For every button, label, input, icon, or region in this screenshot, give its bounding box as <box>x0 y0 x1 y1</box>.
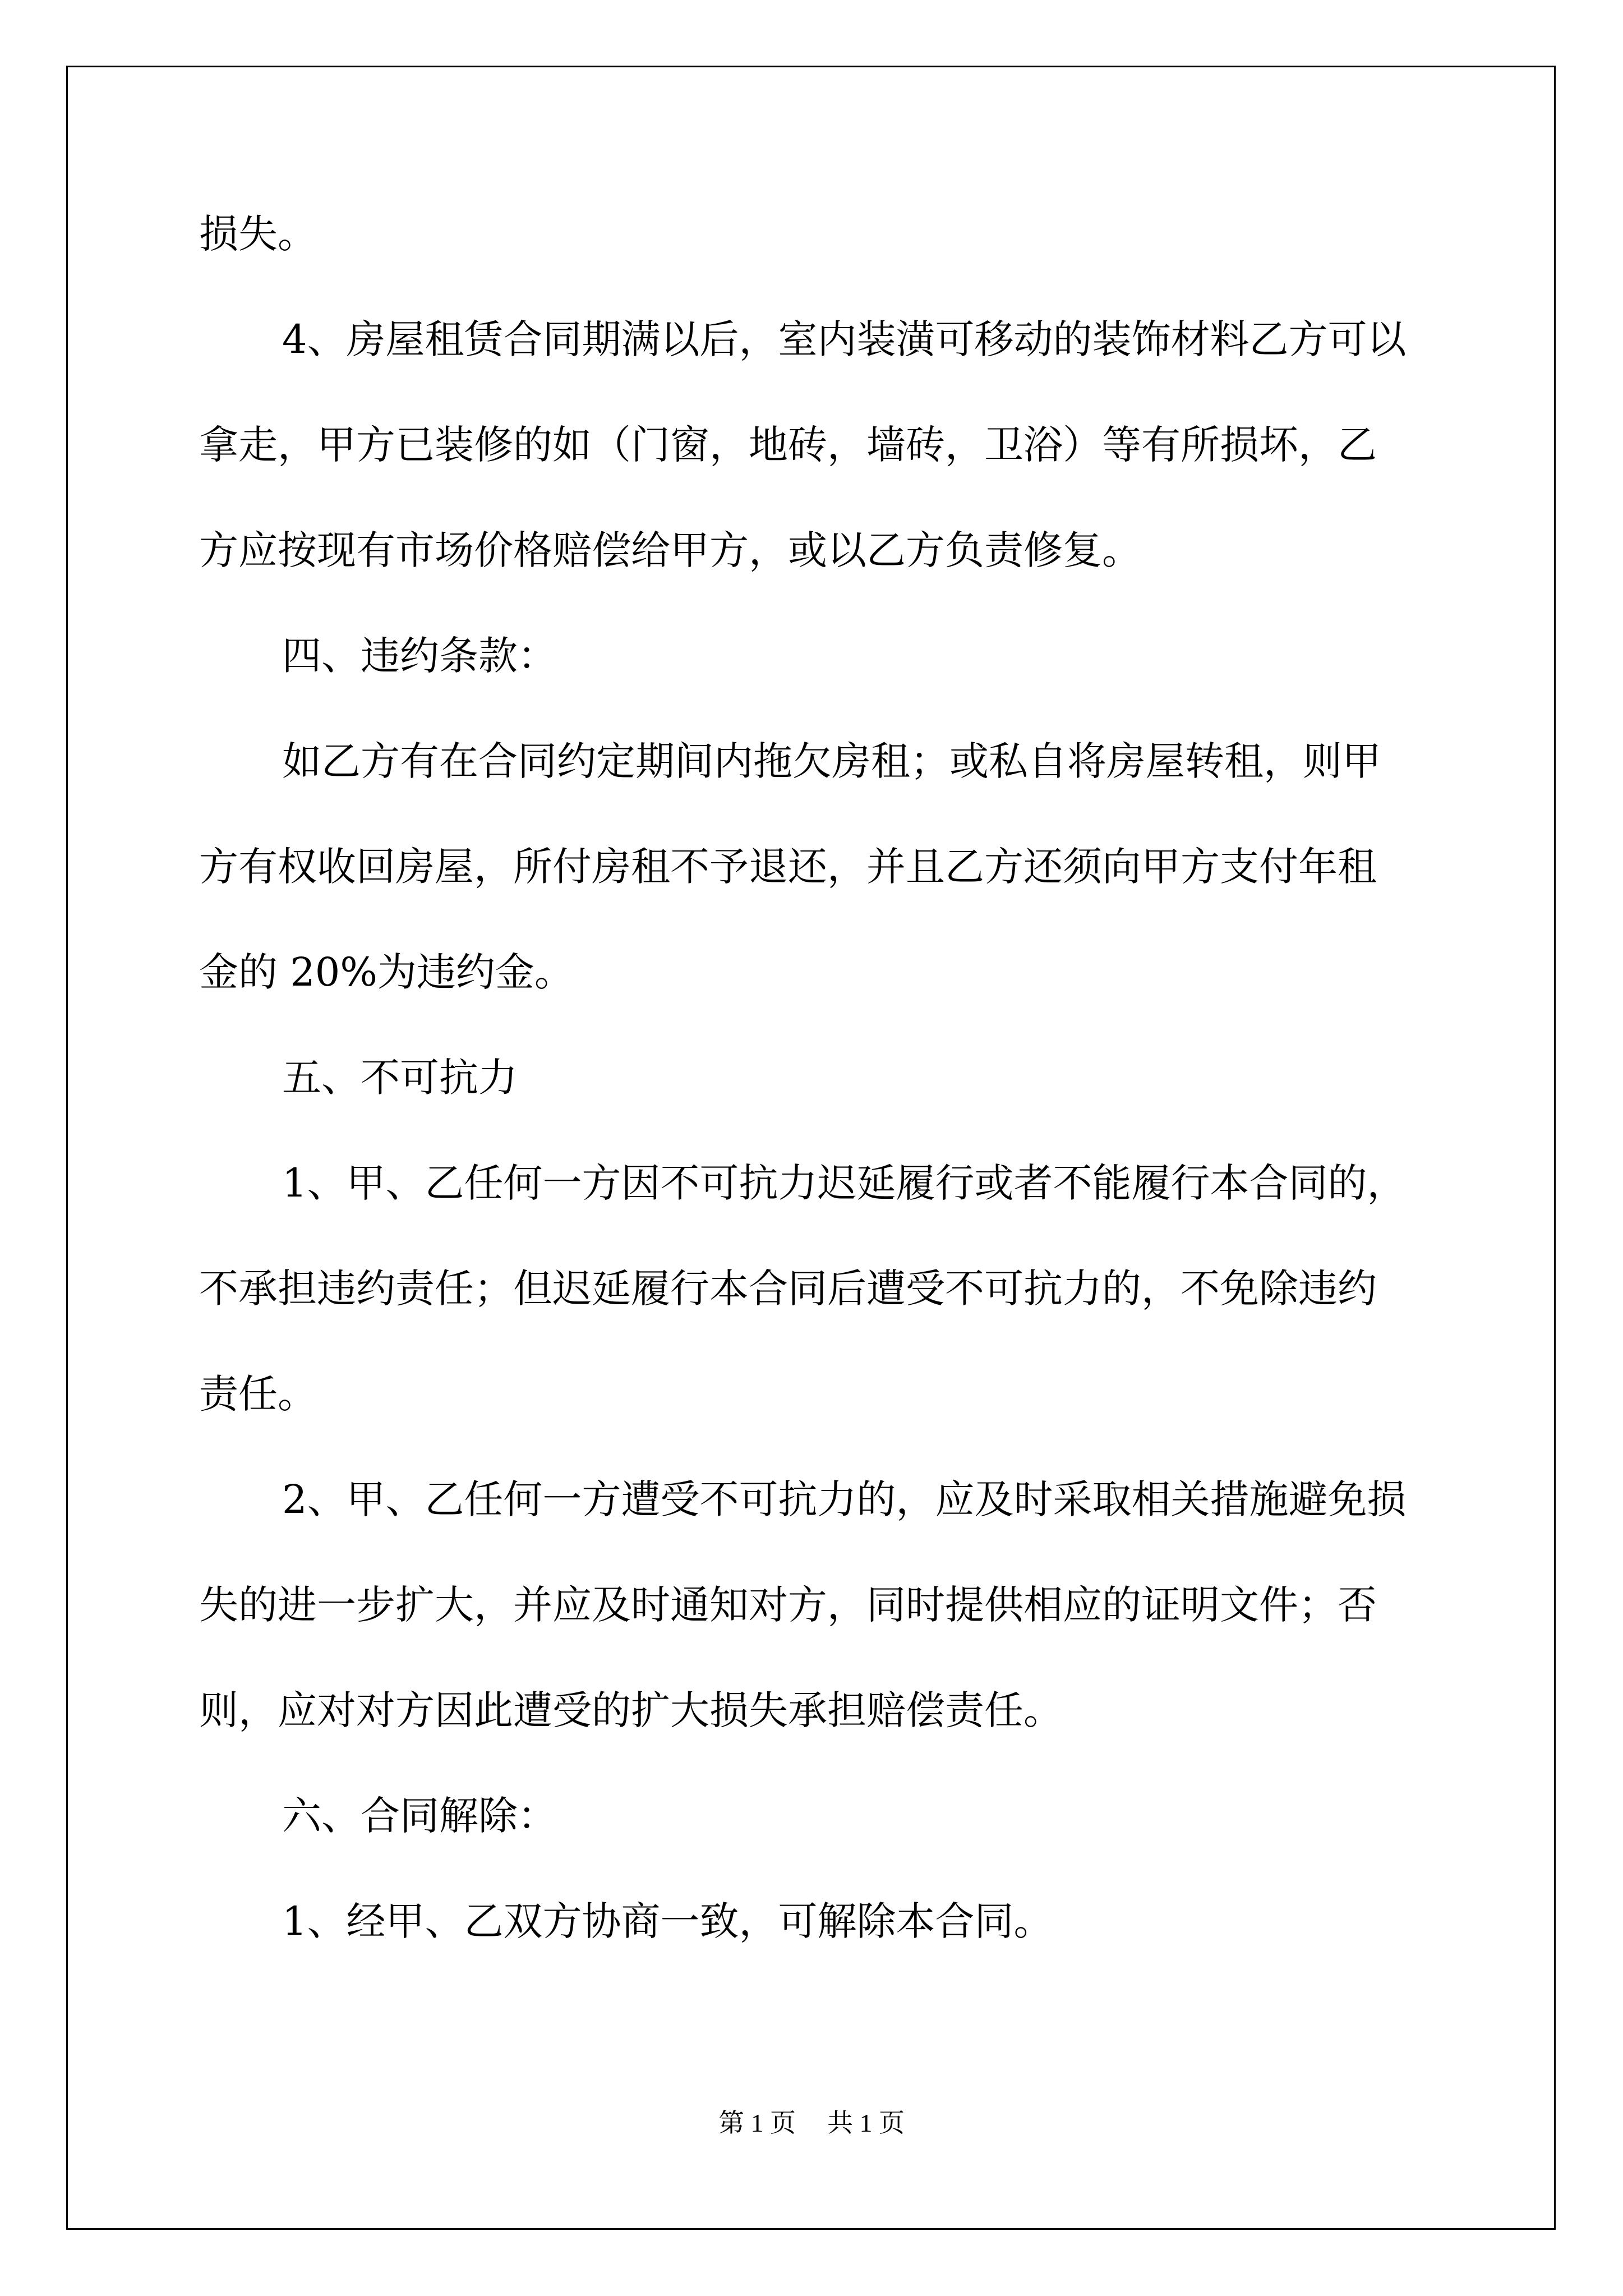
body-line: 拿走，甲方已装修的如（门窗，地砖，墙砖，卫浴）等有所损坏，乙 <box>199 422 1377 468</box>
section-heading: 五、不可抗力 <box>282 1055 518 1101</box>
paragraph-line: 如乙方有在合同约定期间内拖欠房租；或私自将房屋转租，则甲 <box>282 738 1381 784</box>
paragraph-line: 1、经甲、乙双方协商一致，可解除本合同。 <box>282 1898 1053 1944</box>
body-line: 不承担违约责任；但迟延履行本合同后遭受不可抗力的，不免除违约 <box>199 1266 1377 1312</box>
section-heading: 四、违约条款： <box>282 633 557 679</box>
page-number: 第 1 页 <box>718 2109 796 2137</box>
body-line: 方应按现有市场价格赔偿给甲方，或以乙方负责修复。 <box>199 527 1141 573</box>
paragraph-line: 2、甲、乙任何一方遭受不可抗力的，应及时采取相关措施避免损 <box>282 1476 1407 1522</box>
page-footer <box>0 2106 1623 2140</box>
body-line: 责任。 <box>199 1371 317 1417</box>
body-line: 则，应对对方因此遭受的扩大损失承担赔偿责任。 <box>199 1687 1063 1733</box>
body-line: 失的进一步扩大，并应及时通知对方，同时提供相应的证明文件；否 <box>199 1582 1377 1628</box>
page-total: 共 1 页 <box>827 2109 905 2137</box>
section-heading: 六、合同解除： <box>282 1793 557 1839</box>
body-line: 金的 20%为违约金。 <box>199 949 574 995</box>
paragraph-line: 1、甲、乙任何一方因不可抗力迟延履行或者不能履行本合同的， <box>282 1160 1407 1206</box>
body-line: 损失。 <box>199 211 317 257</box>
body-line: 方有权收回房屋，所付房租不予退还，并且乙方还须向甲方支付年租 <box>199 844 1377 890</box>
paragraph-line: 4、房屋租赁合同期满以后，室内装潢可移动的装饰材料乙方可以 <box>282 316 1407 362</box>
